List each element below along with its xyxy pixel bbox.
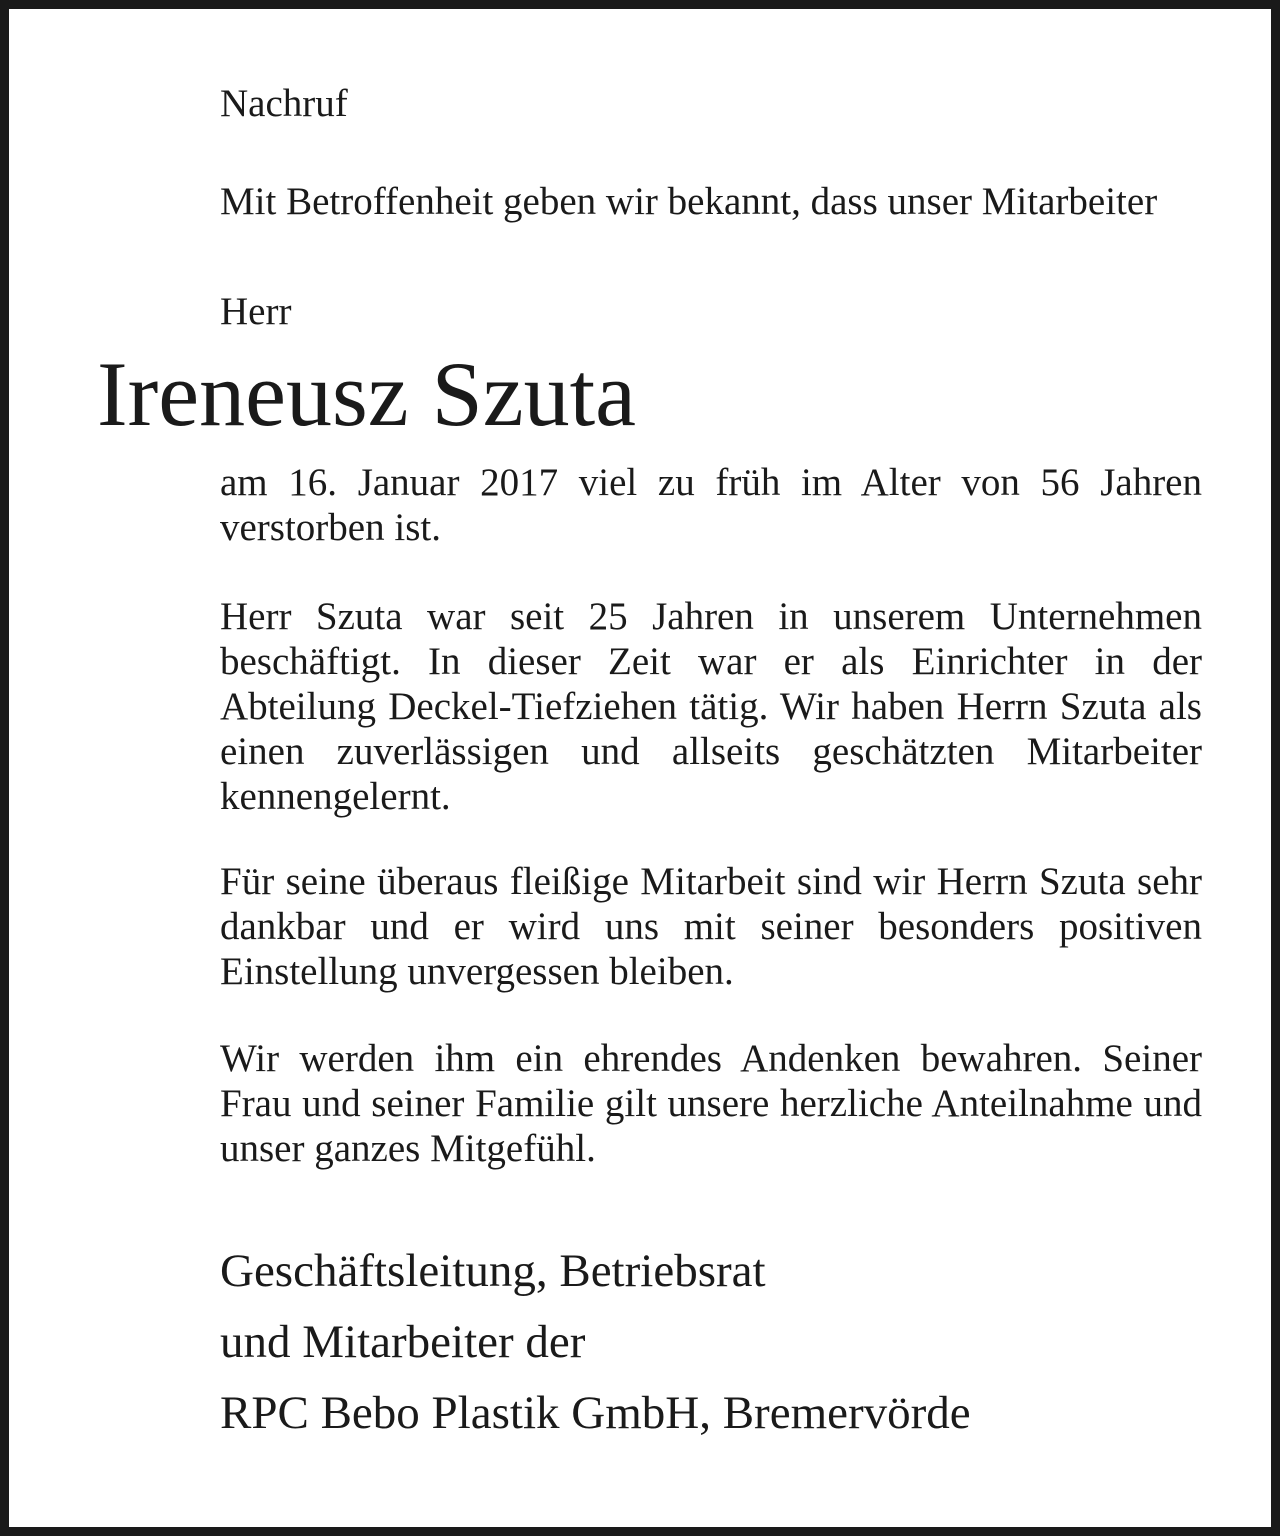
intro-text: Mit Betroffenheit geben wir bekannt, dass unser Mitarbeiter xyxy=(220,180,1158,223)
salutation: Herr xyxy=(220,290,292,333)
signature-line-1: Geschäftsleitung, Betriebsrat xyxy=(220,1245,766,1297)
deceased-name: Ireneusz Szuta xyxy=(97,343,636,445)
paragraph-gratitude: Für seine überaus fleißige Mitarbeit sind wir Herrn Szuta sehr dankbar und er wird uns mit seiner besonders positiven Einstellung unvergessen bleiben. xyxy=(220,860,1202,993)
heading: Nachruf xyxy=(220,82,348,125)
paragraph-condolence: Wir werden ihm ein ehrendes Andenken bewahren. Seiner Frau und seiner Familie gilt unsere herzliche Anteilnahme und unser ganzes Mitgefühl. xyxy=(220,1037,1202,1170)
signature-line-3: RPC Bebo Plastik GmbH, Bremervörde xyxy=(220,1387,971,1439)
signature-line-2: und Mitarbeiter der xyxy=(220,1316,586,1368)
death-statement: am 16. Januar 2017 viel zu früh im Alter von 56 Jahren verstorben ist. xyxy=(220,461,1202,549)
paragraph-career: Herr Szuta war seit 25 Jahren in unserem Unternehmen beschäftigt. In dieser Zeit war er als Einrichter in der Abteilung Deckel-Tiefziehen tätig. Wir haben Herrn Szuta als einen zuverlässigen und allseits geschätzten Mitarbeiter kennengelernt. xyxy=(220,595,1202,818)
